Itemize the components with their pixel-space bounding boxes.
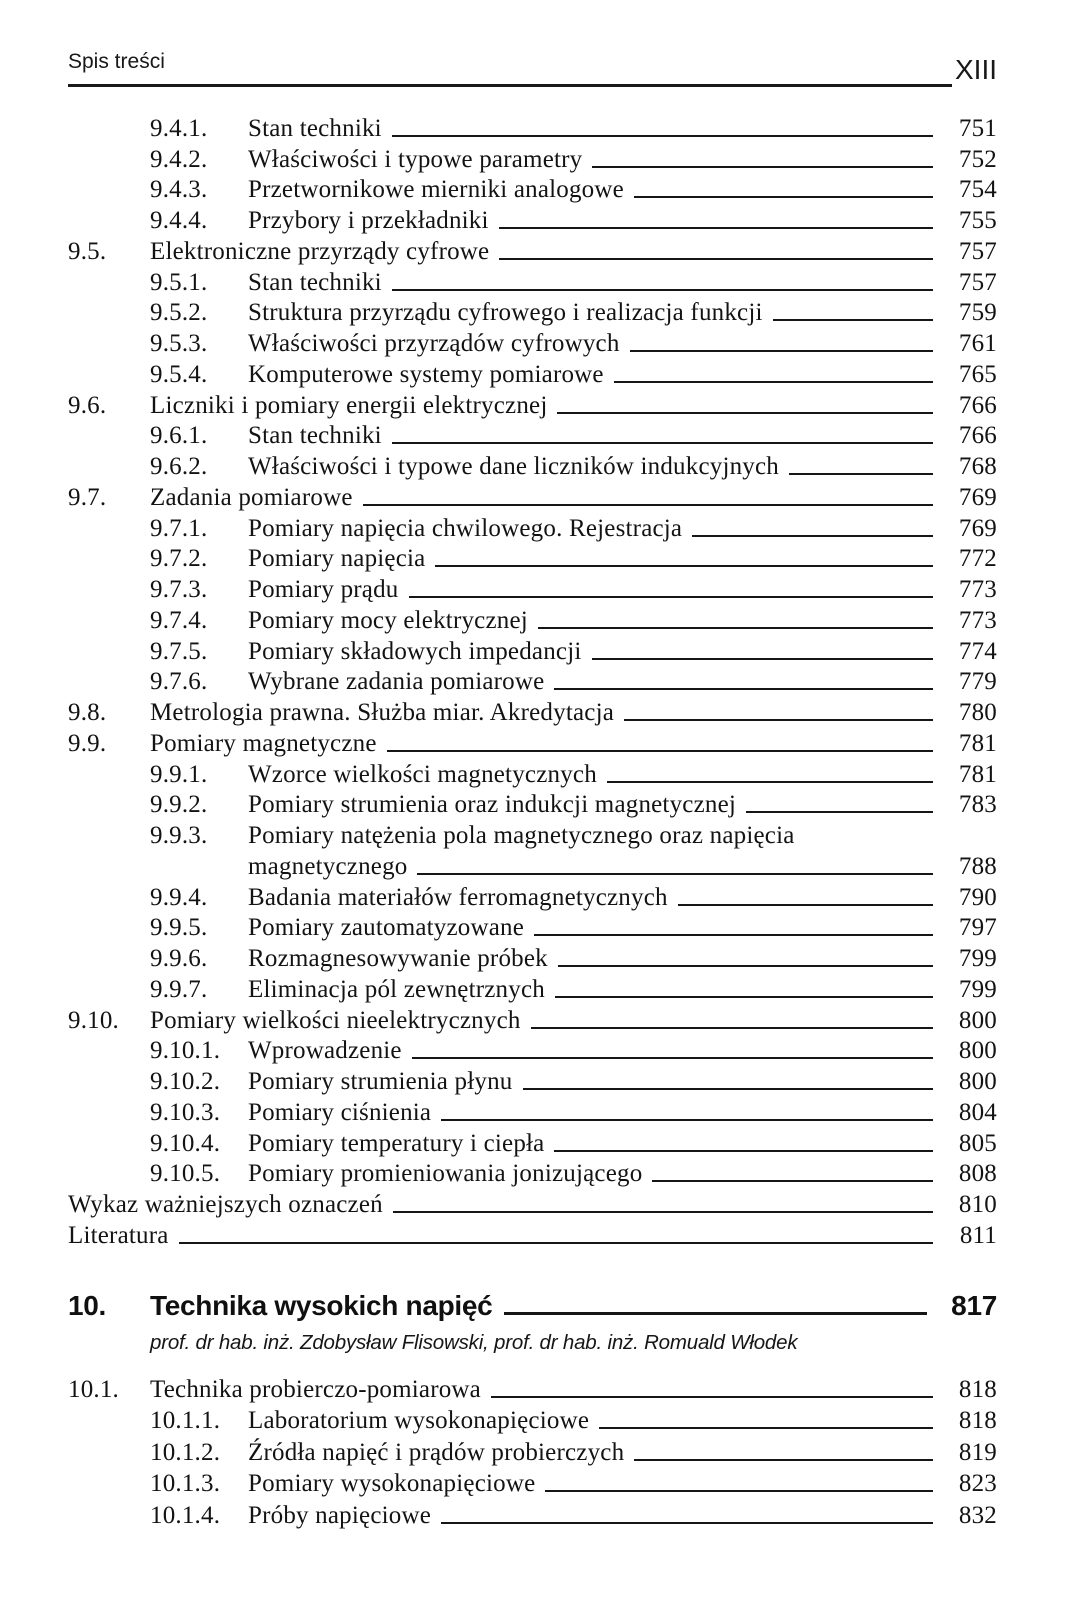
leader-line: [614, 381, 933, 383]
entry-page-number: 800: [958, 1068, 997, 1095]
entry-page-number: 752: [958, 145, 997, 173]
entry-number: 9.4.3.: [150, 176, 208, 204]
leader-line: [523, 1088, 934, 1090]
entry-title: Pomiary wysokonapięciowe: [248, 1470, 536, 1497]
toc-entry: [68, 1372, 997, 1404]
toc-entry: [68, 666, 997, 697]
leader-line: [499, 227, 933, 229]
toc-entry: [68, 420, 997, 451]
toc-entry: [68, 604, 997, 635]
entry-number: 9.7.5.: [150, 637, 208, 665]
running-header-title: Spis treści: [68, 50, 165, 73]
entry-title: Struktura przyrządu cyfrowego i realizacja funkcji: [248, 299, 763, 327]
entry-page-number: 788: [958, 852, 997, 880]
leader-line: [554, 1150, 933, 1152]
toc-entry: [68, 1096, 997, 1127]
leader-line: [555, 996, 933, 998]
entry-title: Literatura: [68, 1221, 169, 1249]
leader-line: [599, 1427, 933, 1429]
entry-page-number: 811: [959, 1221, 997, 1249]
entry-page-number: 808: [958, 1160, 997, 1188]
entry-page-number: 818: [958, 1407, 997, 1434]
toc-entry: [68, 696, 997, 727]
entry-number: 9.7.3.: [150, 576, 208, 603]
toc-entry: [68, 143, 997, 174]
toc-entry: [68, 758, 997, 789]
toc-entry: [68, 727, 997, 758]
leader-line: [652, 1180, 933, 1182]
entry-page-number: 779: [958, 668, 997, 696]
entry-title: Właściwości przyrządów cyfrowych: [248, 330, 620, 357]
entry-page-number: 823: [958, 1470, 997, 1497]
entry-title: Badania materiałów ferromagnetycznych: [248, 883, 668, 911]
leader-line: [393, 1211, 933, 1213]
entry-page-number: 805: [958, 1129, 997, 1157]
entry-title: Przybory i przekładniki: [248, 207, 489, 234]
entry-page-number: 832: [958, 1501, 997, 1529]
leader-line: [789, 473, 933, 475]
entry-number: 9.8.: [68, 699, 107, 726]
entry-page-number: 799: [958, 975, 997, 1003]
toc-list: [68, 112, 997, 1250]
entry-page-number: 769: [958, 514, 997, 542]
toc-entry: [68, 389, 997, 420]
chapter-heading: [68, 1290, 997, 1322]
leader-line: [534, 934, 933, 936]
entry-title: Rozmagnesowywanie próbek: [248, 945, 548, 972]
entry-number: 9.9.: [68, 729, 107, 757]
entry-title: Laboratorium wysokonapięciowe: [248, 1407, 590, 1434]
entry-page-number: 800: [958, 1006, 997, 1034]
entry-title: Pomiary napięcia: [248, 545, 426, 573]
toc-entry: [68, 573, 997, 604]
toc-entry: [68, 1127, 997, 1158]
toc-entry: [68, 850, 997, 881]
entry-title: Pomiary ciśnienia: [248, 1098, 432, 1126]
entry-number: 9.4.2.: [150, 145, 208, 173]
toc-entry: [68, 174, 997, 205]
entry-number: 9.6.2.: [150, 453, 208, 480]
entry-number: 9.5.1.: [150, 268, 208, 296]
toc-entry: [68, 543, 997, 574]
chapter-number: 10.: [68, 1290, 107, 1321]
entry-page-number: 797: [958, 914, 997, 942]
toc-entry: [68, 1158, 997, 1189]
entry-title: Zadania pomiarowe: [150, 483, 353, 511]
leader-line: [545, 1490, 933, 1492]
running-header-page-number: XIII: [954, 54, 997, 85]
leader-line: [392, 289, 933, 291]
entry-page-number: 781: [958, 760, 997, 788]
leader-line: [554, 688, 933, 690]
entry-number: 9.7.1.: [150, 514, 208, 542]
leader-line: [412, 1057, 933, 1059]
entry-title: Pomiary zautomatyzowane: [248, 914, 525, 942]
entry-page-number: 783: [958, 791, 997, 819]
entry-number: 9.6.: [68, 391, 107, 419]
entry-title: Metrologia prawna. Służba miar. Akredytacja: [150, 699, 615, 726]
entry-number: 9.7.: [68, 483, 107, 511]
entry-title: Pomiary promieniowania jonizującego: [248, 1160, 643, 1188]
entry-title: Pomiary magnetyczne: [150, 729, 377, 757]
entry-page-number: 757: [958, 237, 997, 265]
toc-entry: [68, 297, 997, 328]
entry-title: Technika probierczo-pomiarowa: [150, 1375, 481, 1403]
entry-number: 9.5.4.: [150, 360, 208, 388]
entry-title: Wzorce wielkości magnetycznych: [248, 760, 597, 788]
toc-entry: [68, 1065, 997, 1096]
entry-number: 9.9.3.: [150, 822, 208, 849]
entry-title: Elektroniczne przyrządy cyfrowe: [150, 237, 490, 265]
toc-entry: [68, 512, 997, 543]
entry-page-number: 800: [958, 1037, 997, 1065]
entry-page-number: 766: [958, 422, 997, 450]
toc-entry: [68, 235, 997, 266]
entry-title: Stan techniki: [248, 268, 382, 296]
entry-number: 9.9.5.: [150, 914, 208, 942]
toc-entry: [68, 789, 997, 820]
entry-number: 10.1.: [68, 1375, 119, 1403]
toc-entry: [68, 1467, 997, 1499]
leader-line: [592, 658, 933, 660]
toc-entry: [68, 973, 997, 1004]
entry-title: Pomiary składowych impedancji: [248, 637, 582, 665]
entry-page-number: 765: [958, 360, 997, 388]
entry-number: 9.10.5.: [150, 1160, 221, 1188]
leader-line: [387, 750, 933, 752]
leader-line: [773, 319, 933, 321]
entry-title: Wykaz ważniejszych oznaczeń: [68, 1191, 383, 1218]
toc-entry: [68, 1404, 997, 1436]
leader-line: [607, 781, 933, 783]
chapter-toc-list: [68, 1372, 997, 1530]
entry-title: Pomiary strumienia oraz indukcji magnetycznej: [248, 791, 737, 819]
entry-number: 10.1.4.: [150, 1501, 221, 1529]
entry-title: Próby napięciowe: [248, 1501, 432, 1529]
entry-number: 9.6.1.: [150, 422, 208, 450]
entry-number: 9.7.6.: [150, 668, 208, 696]
leader-line: [630, 350, 933, 352]
leader-line: [557, 412, 933, 414]
entry-page-number: 773: [958, 606, 997, 634]
entry-page-number: 818: [958, 1375, 997, 1403]
toc-entry: [68, 819, 997, 850]
leader-line: [504, 1312, 927, 1315]
entry-page-number: 790: [958, 883, 997, 911]
entry-number: 9.10.: [68, 1006, 119, 1034]
leader-line: [441, 1119, 933, 1121]
toc-entry: [68, 266, 997, 297]
leader-line: [392, 442, 933, 444]
entry-page-number: 819: [958, 1438, 997, 1466]
entry-page-number: 768: [958, 453, 997, 480]
entry-title: Komputerowe systemy pomiarowe: [248, 360, 604, 388]
toc-entry: [68, 912, 997, 943]
toc-entry: [68, 327, 997, 358]
toc-entry: [68, 1004, 997, 1035]
entry-title: Właściwości i typowe parametry: [248, 145, 583, 173]
leader-line: [531, 1027, 933, 1029]
leader-line: [678, 904, 933, 906]
leader-line: [441, 1522, 933, 1524]
entry-page-number: 755: [958, 207, 997, 234]
toc-entry: [68, 204, 997, 235]
entry-page-number: 804: [958, 1098, 997, 1126]
entry-title: Stan techniki: [248, 114, 382, 142]
chapter-authors: prof. dr hab. inż. Zdobysław Flisowski, prof. dr hab. inż. Romuald Włodek: [150, 1331, 798, 1354]
entry-number: 10.1.3.: [150, 1470, 221, 1497]
entry-page-number: 769: [958, 483, 997, 511]
entry-title: Wprowadzenie: [248, 1037, 402, 1065]
entry-number: 9.5.: [68, 237, 107, 265]
chapter-title: Technika wysokich napięć: [150, 1290, 493, 1321]
entry-number: 9.10.1.: [150, 1037, 221, 1065]
entry-page-number: 780: [958, 699, 997, 726]
entry-number: 9.9.7.: [150, 975, 208, 1003]
entry-title: Pomiary napięcia chwilowego. Rejestracja: [248, 514, 683, 542]
entry-page-number: 766: [958, 391, 997, 419]
entry-title: Przetwornikowe mierniki analogowe: [248, 176, 624, 204]
entry-number: 9.10.4.: [150, 1129, 221, 1157]
toc-entry: [68, 942, 997, 973]
entry-title: Pomiary mocy elektrycznej: [248, 606, 528, 634]
entry-page-number: 754: [958, 176, 997, 204]
leader-line: [409, 596, 934, 598]
entry-title: magnetycznego: [248, 852, 408, 880]
leader-line: [363, 504, 933, 506]
entry-page-number: 757: [958, 268, 997, 296]
entry-title: Eliminacja pól zewnętrznych: [248, 975, 545, 1003]
entry-number: 10.1.2.: [150, 1438, 221, 1466]
entry-title: Pomiary strumienia płynu: [248, 1068, 513, 1095]
leader-line: [592, 166, 933, 168]
entry-page-number: 751: [958, 114, 997, 142]
chapter-page-number: 817: [951, 1290, 997, 1321]
toc-entry: [68, 112, 997, 143]
toc-entry: [68, 881, 997, 912]
entry-page-number: 810: [958, 1191, 997, 1218]
entry-title: Stan techniki: [248, 422, 382, 450]
toc-entry: [68, 358, 997, 389]
leader-line: [624, 719, 933, 721]
entry-number: 9.9.6.: [150, 945, 208, 972]
toc-entry: [68, 1219, 997, 1250]
leader-line: [634, 1459, 933, 1461]
leader-line: [417, 873, 933, 875]
entry-page-number: 761: [958, 330, 997, 357]
toc-entry: [68, 1498, 997, 1530]
toc-entry: [68, 481, 997, 512]
entry-title: Wybrane zadania pomiarowe: [248, 668, 545, 696]
entry-title: Pomiary wielkości nieelektrycznych: [150, 1006, 521, 1034]
entry-number: 9.5.2.: [150, 299, 208, 327]
entry-number: 9.10.2.: [150, 1068, 221, 1095]
toc-entry: [68, 635, 997, 666]
entry-title: Pomiary temperatury i ciepła: [248, 1129, 545, 1157]
entry-number: 9.9.2.: [150, 791, 208, 819]
entry-page-number: 773: [958, 576, 997, 603]
entry-page-number: 774: [958, 637, 997, 665]
chapter-10-section: [68, 1290, 997, 1530]
entry-title: Pomiary natężenia pola magnetycznego oraz napięcia: [248, 822, 795, 849]
toc-entry: [68, 450, 997, 481]
entry-number: 9.5.3.: [150, 330, 208, 357]
entry-number: 9.4.1.: [150, 114, 208, 142]
entry-title: Źródła napięć i prądów probierczych: [248, 1438, 625, 1466]
header-rule: [68, 84, 952, 87]
leader-line: [435, 565, 933, 567]
leader-line: [746, 811, 933, 813]
entry-title: Właściwości i typowe dane liczników indukcyjnych: [248, 453, 779, 480]
entry-number: 9.7.2.: [150, 545, 208, 573]
entry-number: 9.7.4.: [150, 606, 208, 634]
leader-line: [499, 258, 933, 260]
leader-line: [538, 627, 933, 629]
leader-line: [179, 1242, 933, 1244]
toc-entry: [68, 1188, 997, 1219]
leader-line: [634, 196, 933, 198]
entry-page-number: 772: [958, 545, 997, 573]
entry-page-number: 759: [958, 299, 997, 327]
entry-number: 9.4.4.: [150, 207, 208, 234]
entry-title: Liczniki i pomiary energii elektrycznej: [150, 391, 548, 419]
leader-line: [392, 135, 933, 137]
toc-entry: [68, 1035, 997, 1066]
entry-number: 9.9.4.: [150, 883, 208, 911]
leader-line: [491, 1396, 933, 1398]
entry-number: 9.10.3.: [150, 1098, 221, 1126]
leader-line: [692, 535, 933, 537]
entry-page-number: 781: [958, 729, 997, 757]
toc-entry: [68, 1435, 997, 1467]
entry-number: 10.1.1.: [150, 1407, 221, 1434]
entry-page-number: 799: [958, 945, 997, 972]
leader-line: [558, 965, 933, 967]
entry-title: Pomiary prądu: [248, 576, 399, 603]
entry-number: 9.9.1.: [150, 760, 208, 788]
